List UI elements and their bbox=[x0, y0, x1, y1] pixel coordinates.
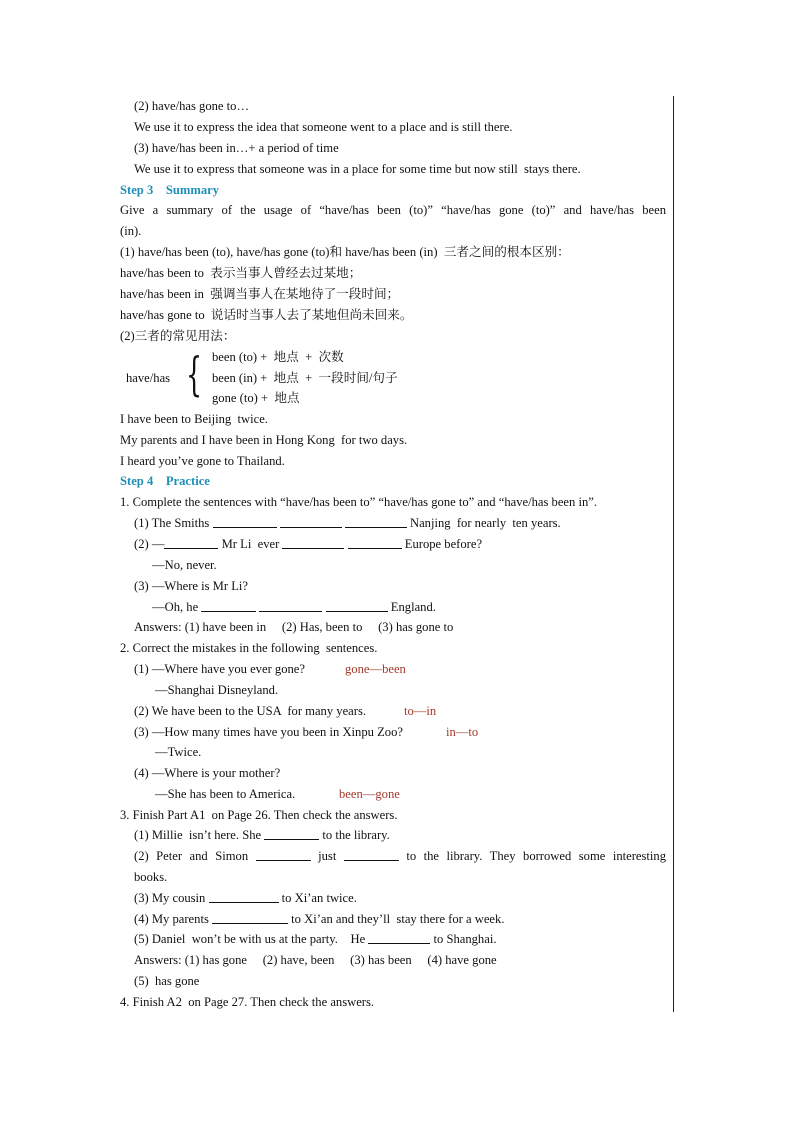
q3-answers: Answers: (1) has gone (2) have, been (3) has been (4) have gone bbox=[134, 953, 497, 967]
q2-title: 2. Correct the mistakes in the following sentences. bbox=[120, 641, 378, 655]
q3-item-2: (2) Peter and Simon just to the library. They borrowed some interesting bbox=[134, 849, 667, 863]
q1-item-3-reply: —Oh, he England. bbox=[152, 600, 436, 614]
usage-3-title: (3) have/has been in…+ a period of time bbox=[134, 141, 339, 155]
q3-item-1: (1) Millie isn’t here. She to the library. bbox=[134, 828, 390, 842]
q2-item-4-reply: —She has been to America. been—gone bbox=[155, 787, 400, 801]
summary-gone-to: have/has gone to 说话时当事人去了某地但尚未回来。 bbox=[120, 308, 413, 322]
q2-fix-1: gone—been bbox=[345, 662, 406, 676]
q2-item-1-reply: —Shanghai Disneyland. bbox=[155, 683, 279, 697]
summary-point-2: (2)三者的常见用法： bbox=[120, 329, 236, 343]
q3-item-2-cont: books. bbox=[134, 870, 168, 884]
q1-item-2-reply: —No, never. bbox=[152, 558, 217, 572]
curly-brace-icon: { bbox=[186, 347, 203, 401]
q1-item-2: (2) — Mr Li ever Europe before? bbox=[134, 537, 483, 551]
summary-intro-cont: (in). bbox=[120, 224, 142, 238]
q2-item-2: (2) We have been to the USA for many years. to—in bbox=[134, 704, 437, 718]
summary-been-to: have/has been to 表示当事人曾经去过某地； bbox=[120, 266, 362, 280]
q2-fix-4: been—gone bbox=[339, 787, 400, 801]
table-border-right bbox=[673, 96, 674, 1012]
q3-item-5: (5) Daniel won’t be with us at the party. He to Shanghai. bbox=[134, 932, 497, 946]
q2-item-3: (3) —How many times have you been in Xinpu Zoo? in—to bbox=[134, 725, 479, 739]
q1-answers: Answers: (1) have been in (2) Has, been to (3) has gone to bbox=[134, 620, 454, 634]
usage-2-desc: We use it to express the idea that someone went to a place and is still there. bbox=[134, 120, 513, 134]
example-1: I have been to Beijing twice. bbox=[120, 412, 268, 426]
formula-label: have/has bbox=[126, 371, 171, 385]
q1-item-1: (1) The Smiths Nanjing for nearly ten years. bbox=[134, 516, 561, 530]
summary-intro: Give a summary of the usage of “have/has been (to)” “have/has gone (to)” and have/has been bbox=[120, 203, 666, 217]
q1-title: 1. Complete the sentences with “have/has been to” “have/has gone to” and “have/has been in”. bbox=[120, 495, 597, 509]
q3-title: 3. Finish Part A1 on Page 26. Then check the answers. bbox=[120, 808, 398, 822]
example-2: My parents and I have been in Hong Kong for two days. bbox=[120, 433, 408, 447]
q2-fix-2: to—in bbox=[404, 704, 437, 718]
q2-item-4: (4) —Where is your mother? bbox=[134, 766, 281, 780]
q4-title: 4. Finish A2 on Page 27. Then check the answers. bbox=[120, 995, 375, 1009]
q3-answers-cont: (5) has gone bbox=[134, 974, 200, 988]
formula-gone-to: gone (to) + 地点 bbox=[212, 391, 300, 405]
formula-been-to: been (to) + 地点 + 次数 bbox=[212, 350, 344, 364]
q3-item-3: (3) My cousin to Xi’an twice. bbox=[134, 891, 357, 905]
summary-been-in: have/has been in 强调当事人在某地待了一段时间； bbox=[120, 287, 400, 301]
formula-been-in: been (in) + 地点 + 一段时间/句子 bbox=[212, 371, 398, 385]
q2-fix-3: in—to bbox=[446, 725, 479, 739]
example-3: I heard you’ve gone to Thailand. bbox=[120, 454, 285, 468]
summary-point-1: (1) have/has been (to), have/has gone (to)和 have/has been (in) 三者之间的根本区别： bbox=[120, 245, 570, 259]
q3-item-4: (4) My parents to Xi’an and they’ll stay there for a week. bbox=[134, 912, 505, 926]
q2-item-3-reply: —Twice. bbox=[155, 745, 202, 759]
step4-heading: Step 4 Practice bbox=[120, 474, 210, 488]
q2-item-1: (1) —Where have you ever gone? gone—been bbox=[134, 662, 406, 676]
q1-item-3: (3) —Where is Mr Li? bbox=[134, 579, 249, 593]
usage-3-desc: We use it to express that someone was in a place for some time but now still stays there. bbox=[134, 162, 581, 176]
usage-2-title: (2) have/has gone to… bbox=[134, 99, 250, 113]
step3-heading: Step 3 Summary bbox=[120, 183, 220, 197]
